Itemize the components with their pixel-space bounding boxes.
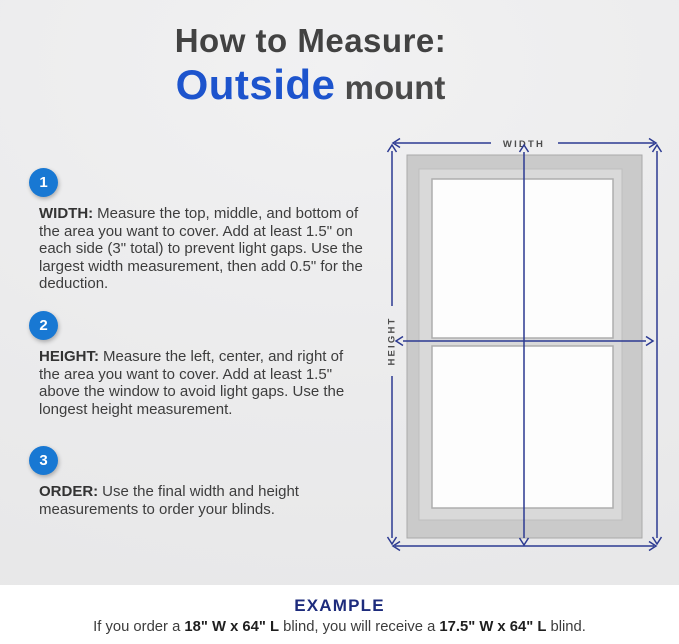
title-line1: How to Measure: [174,22,447,59]
step-height [29,311,379,418]
title-suffix: mount [335,69,446,106]
step-1-label: WIDTH: [39,205,94,222]
step-1-badge: 1 [29,168,58,197]
step-1-text [39,205,363,293]
step-3-label: ORDER: [39,483,99,500]
example-sentence [0,619,679,635]
window-pane-bottom [432,346,613,508]
step-2-label: HEIGHT: [39,348,99,365]
step-3-badge: 3 [29,446,58,475]
example-suffix: blind. [546,619,586,635]
title-mount-type: Outside [175,61,336,108]
example-order-size: 18" W x 64" L [184,619,280,635]
example-heading: EXAMPLE [294,596,385,615]
step-width [29,168,379,293]
height-arrow-left [387,145,398,544]
width-arrow-top [393,139,656,150]
step-3-body: Use the final width and height measurements to order your blinds. [39,483,299,518]
step-order [29,446,379,518]
example-middle: blind, you will receive a [279,619,440,635]
step-2-text [39,348,363,418]
height-arrow-right [653,145,662,544]
step-2-body: Measure the left, center, and right of the area you want to cover. Add at least 1.5" above the window to avoid light gaps. Use the longest height measurement. [39,348,345,418]
window-pane-top [432,179,613,338]
window-measurement-diagram [370,128,670,573]
height-label: HEIGHT [386,316,398,366]
example-receive-size: 17.5" W x 64" L [439,619,547,635]
width-label: WIDTH [502,138,546,150]
step-1-body: Measure the top, middle, and bottom of the area you want to cover. Add at least 1.5" on each side (3" total) to prevent light gaps. Use the largest width measurement, then add 0.5" for the deduction. [39,205,363,292]
example-footer [0,585,679,644]
step-3-text [39,483,363,518]
title-line2 [0,61,621,109]
example-prefix: If you order a [93,619,185,635]
step-2-badge: 2 [29,311,58,340]
page-title [0,22,621,109]
